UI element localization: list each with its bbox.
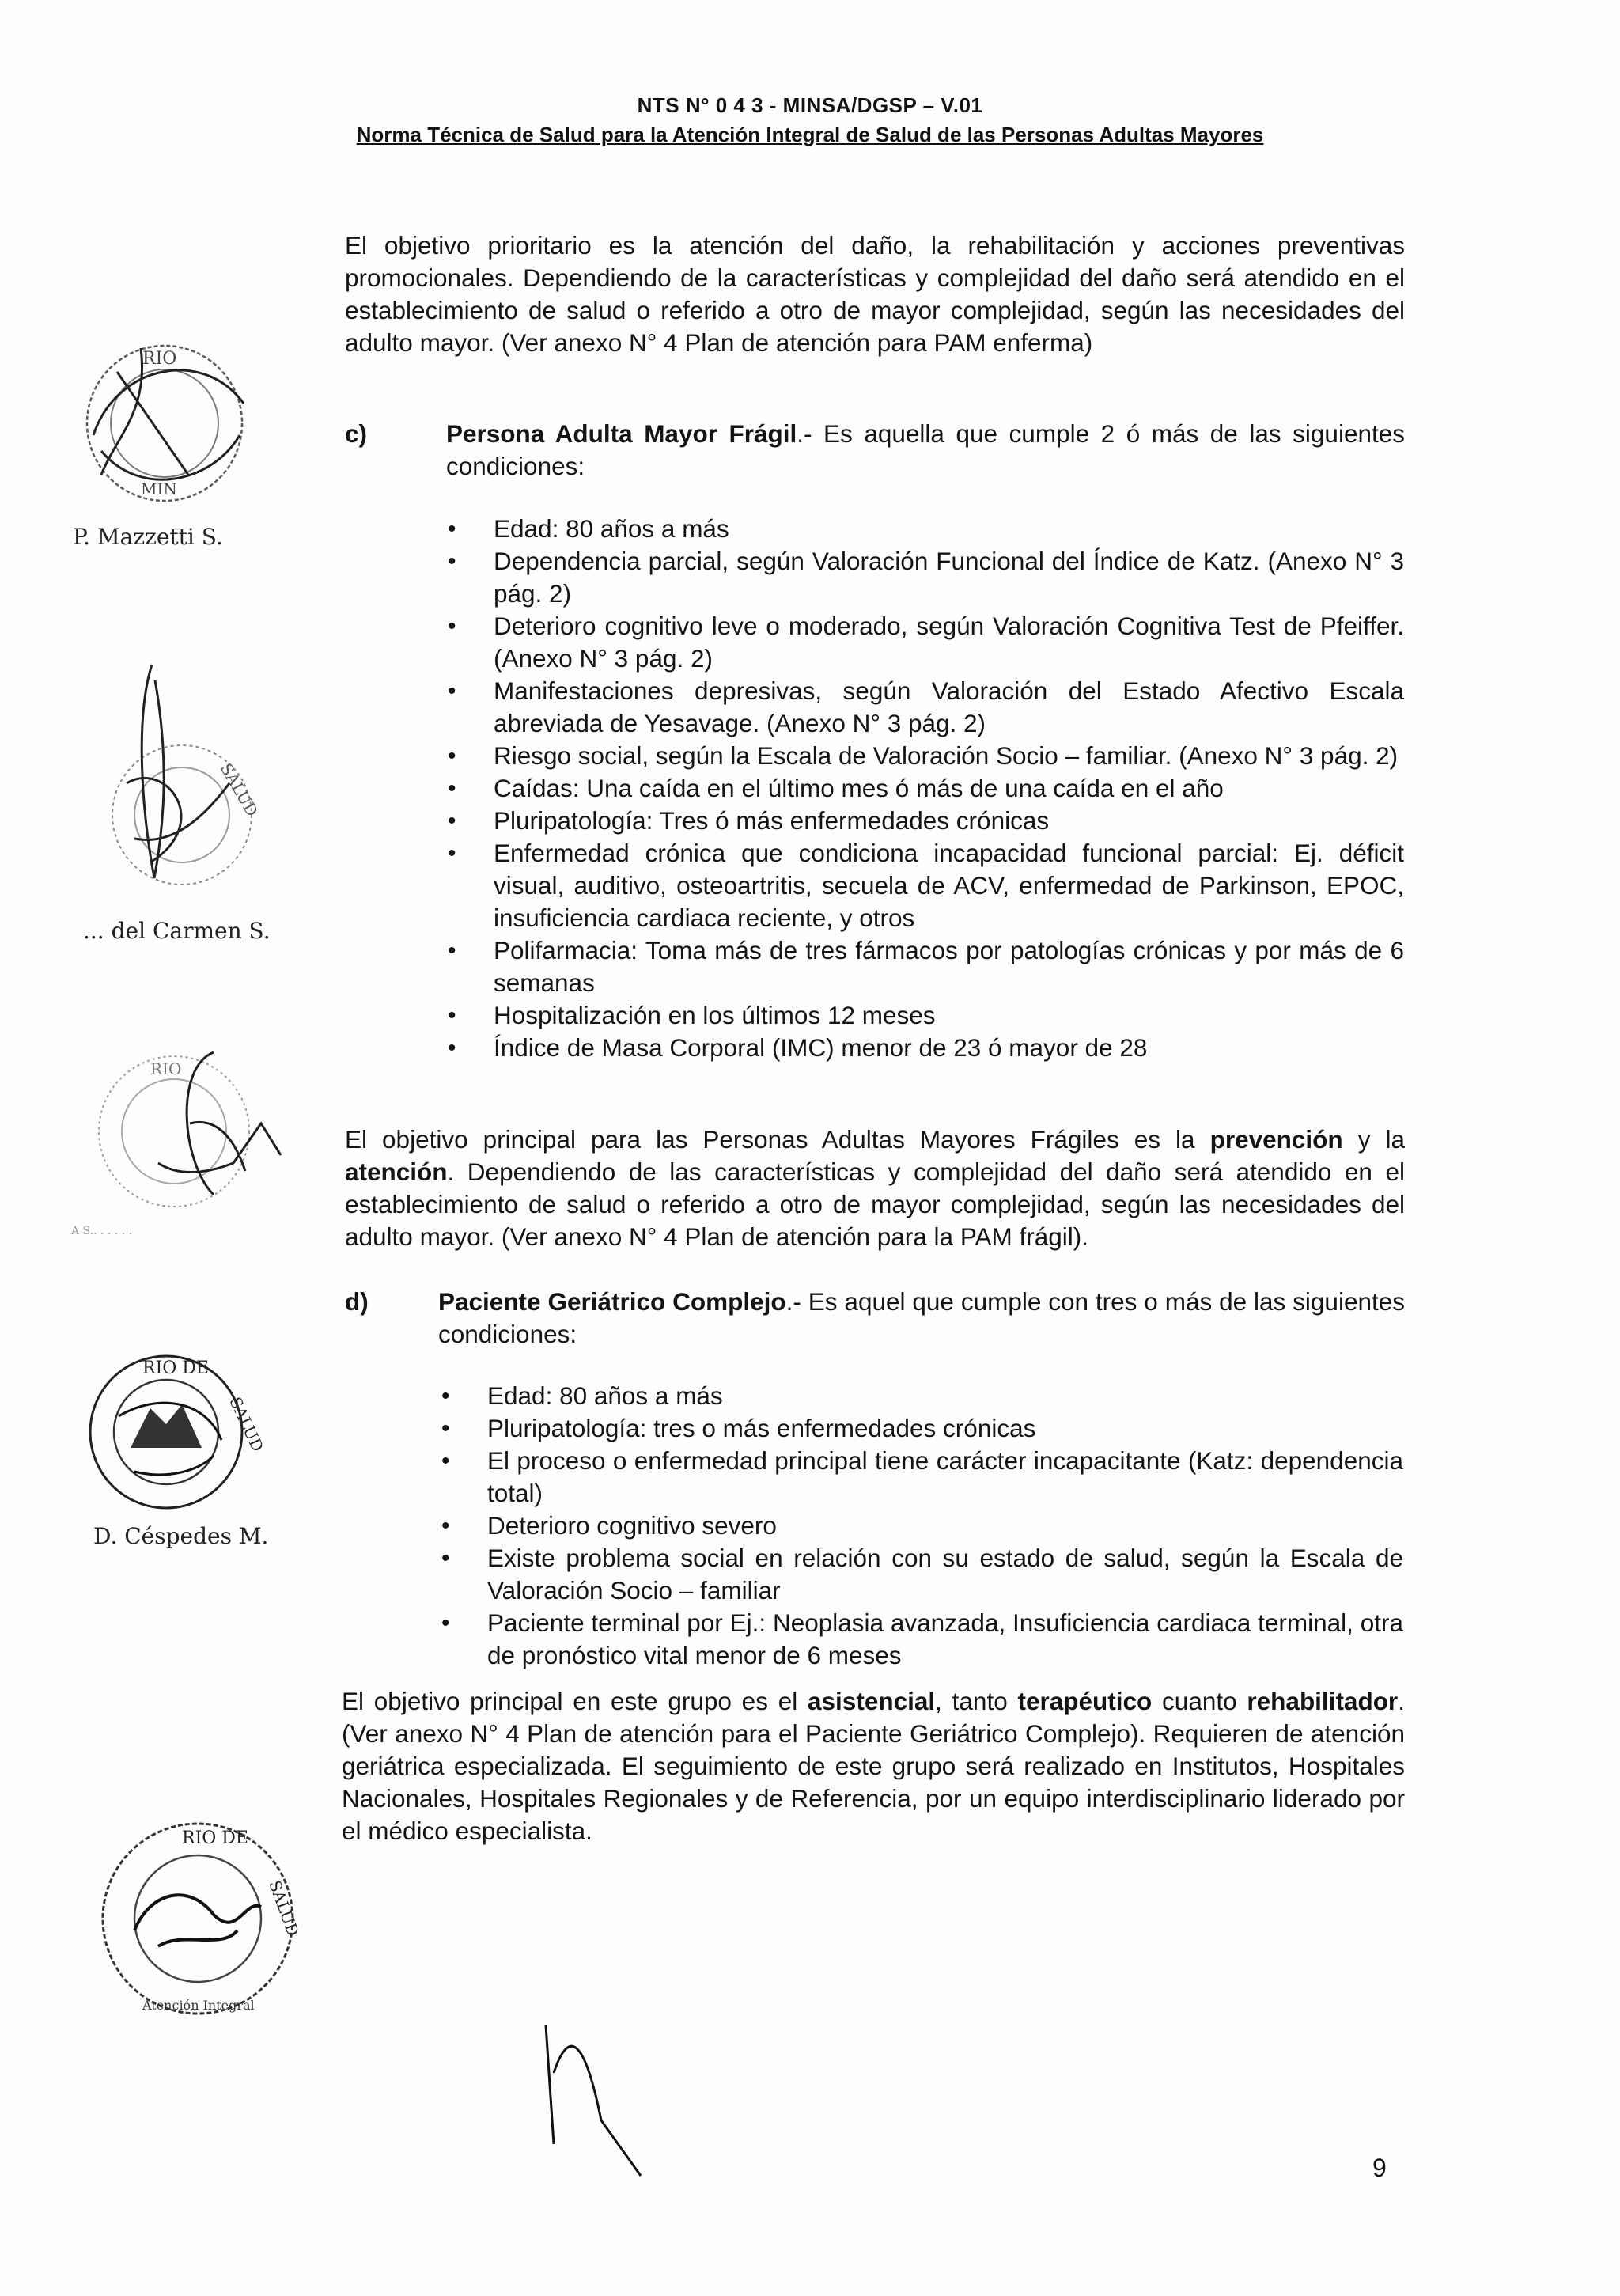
section-d-letter: d) [345,1287,369,1316]
section-c-closing: El objetivo principal para las Personas Adultas Mayores Frágiles es la prevención y la atención. Dependiendo de las características y complejidad del daño será atendido en el establecimiento de salud o referido a otro de mayor complejidad, según las necesidades del adulto mayor. (Ver anexo N° 4 Plan de atención para la PAM frágil). [345,1125,1405,1251]
list-item: • Polifarmacia: Toma más de tres fármacos por patologías crónicas y por más de 6 semanas [443,934,1404,999]
norm-title: Norma Técnica de Salud para la Atención Integral de Salud de las Personas Adultas Mayores [356,123,1264,146]
section-c-heading [345,418,1405,483]
list-item: • Deterioro cognitivo leve o moderado, según Valoración Cognitiva Test de Pfeiffer. (Anexo N° 3 pág. 2) [443,610,1404,675]
list-item: • Manifestaciones depresivas, según Valoración del Estado Afectivo Escala abreviada de Yesavage. (Anexo N° 3 pág. 2) [443,675,1404,740]
svg-text:SALUD: SALUD [216,760,263,820]
svg-text:RIO: RIO [142,349,177,369]
list-item: • Paciente terminal por Ej.: Neoplasia avanzada, Insuficiencia cardiaca terminal, otra de pronóstico vital menor de 6 meses [437,1607,1403,1672]
svg-text:SALUD: SALUD [265,1877,303,1939]
list-item: • El proceso o enfermedad principal tiene carácter incapacitante (Katz: dependencia total) [437,1445,1403,1510]
section-d-intro: .- Es aquel que cumple con tres o más de las siguientes condiciones: [438,1287,1406,1348]
list-item: • Existe problema social en relación con su estado de salud, según la Escala de Valoración Socio – familiar [437,1542,1403,1607]
svg-text:A S.. . . . . .: A S.. . . . . . [71,1225,133,1237]
list-item: • Pluripatología: Tres ó más enfermedades crónicas [443,805,1404,837]
document-header [0,93,1620,147]
signature-name-4: D. Céspedes M. [93,1523,269,1549]
list-item: • Hospitalización en los últimos 12 meses [443,999,1404,1032]
ministry-stamp-5 [79,1812,308,2025]
svg-text:MIN: MIN [141,479,177,498]
ministry-stamp-3 [55,1036,285,1242]
initials-mark [530,1978,672,2199]
list-item: • Enfermedad crónica que condiciona incapacidad funcional parcial: Ej. déficit visual, auditivo, osteoartritis, secuela de ACV, enfermedad de Parkinson, EPOC, insuficiencia cardiaca reciente, y otros [443,837,1404,934]
list-item: • Edad: 80 años a más [437,1380,1403,1412]
list-item: • Deterioro cognitivo severo [437,1510,1403,1542]
list-item: • Caídas: Una caída en el último mes ó más de una caída en el año [443,772,1404,805]
section-c-letter: c) [345,419,368,448]
svg-text:RIO: RIO [150,1059,182,1078]
svg-text:RIO DE: RIO DE [142,1358,209,1378]
svg-text:Atención Integral: Atención Integral [142,1998,255,2013]
norm-code: NTS N° 0 4 3 - MINSA/DGSP – V.01 [637,93,983,117]
signature-name-2: ... del Carmen S. [83,918,271,944]
page-number: 9 [1372,2154,1387,2182]
svg-text:RIO DE: RIO DE [182,1828,248,1848]
list-item: • Pluripatología: tres o más enfermedades crónicas [437,1412,1403,1445]
section-c-list [443,513,1404,1064]
section-d-list [437,1380,1403,1672]
section-d-heading [345,1286,1405,1351]
svg-text:SALUD: SALUD [225,1393,268,1455]
ministry-stamp-4 [63,1345,268,1527]
list-item: • Riesgo social, según la Escala de Valoración Socio – familiar. (Anexo N° 3 pág. 2) [443,740,1404,772]
list-item: • Edad: 80 años a más [443,513,1404,545]
list-item: • Dependencia parcial, según Valoración Funcional del Índice de Katz. (Anexo N° 3 pág. 2) [443,545,1404,610]
section-d-title: Paciente Geriátrico Complejo [438,1287,786,1316]
section-c-intro: .- Es aquella que cumple 2 ó más de las siguientes condiciones: [446,419,1405,480]
ministry-stamp-1 [70,316,259,522]
section-d-closing: El objetivo principal en este grupo es el asistencial, tanto terapéutico cuanto rehabilitador. (Ver anexo N° 4 Plan de atención para el Paciente Geriátrico Complejo). Requieren de atención geriátrica especializada. El seguimiento de este grupo será realizado en Institutos, Hospitales Nacionales, Hospitales Regionales y de Referencia, por un equipo interdisciplinario liderado por el médico especialista. [342,1687,1405,1845]
section-c-title: Persona Adulta Mayor Frágil [446,419,797,448]
ministry-stamp-2 [79,657,261,918]
intro-paragraph: El objetivo prioritario es la atención del daño, la rehabilitación y acciones preventivas promocionales. Dependiendo de la características y complejidad del daño será atendido en el establecimiento de salud o referido a otro de mayor complejidad, según las necesidades del adulto mayor. (Ver anexo N° 4 Plan de atención para PAM enferma) [345,231,1405,357]
signature-name-1: P. Mazzetti S. [73,524,223,550]
list-item: • Índice de Masa Corporal (IMC) menor de 23 ó mayor de 28 [443,1032,1404,1064]
